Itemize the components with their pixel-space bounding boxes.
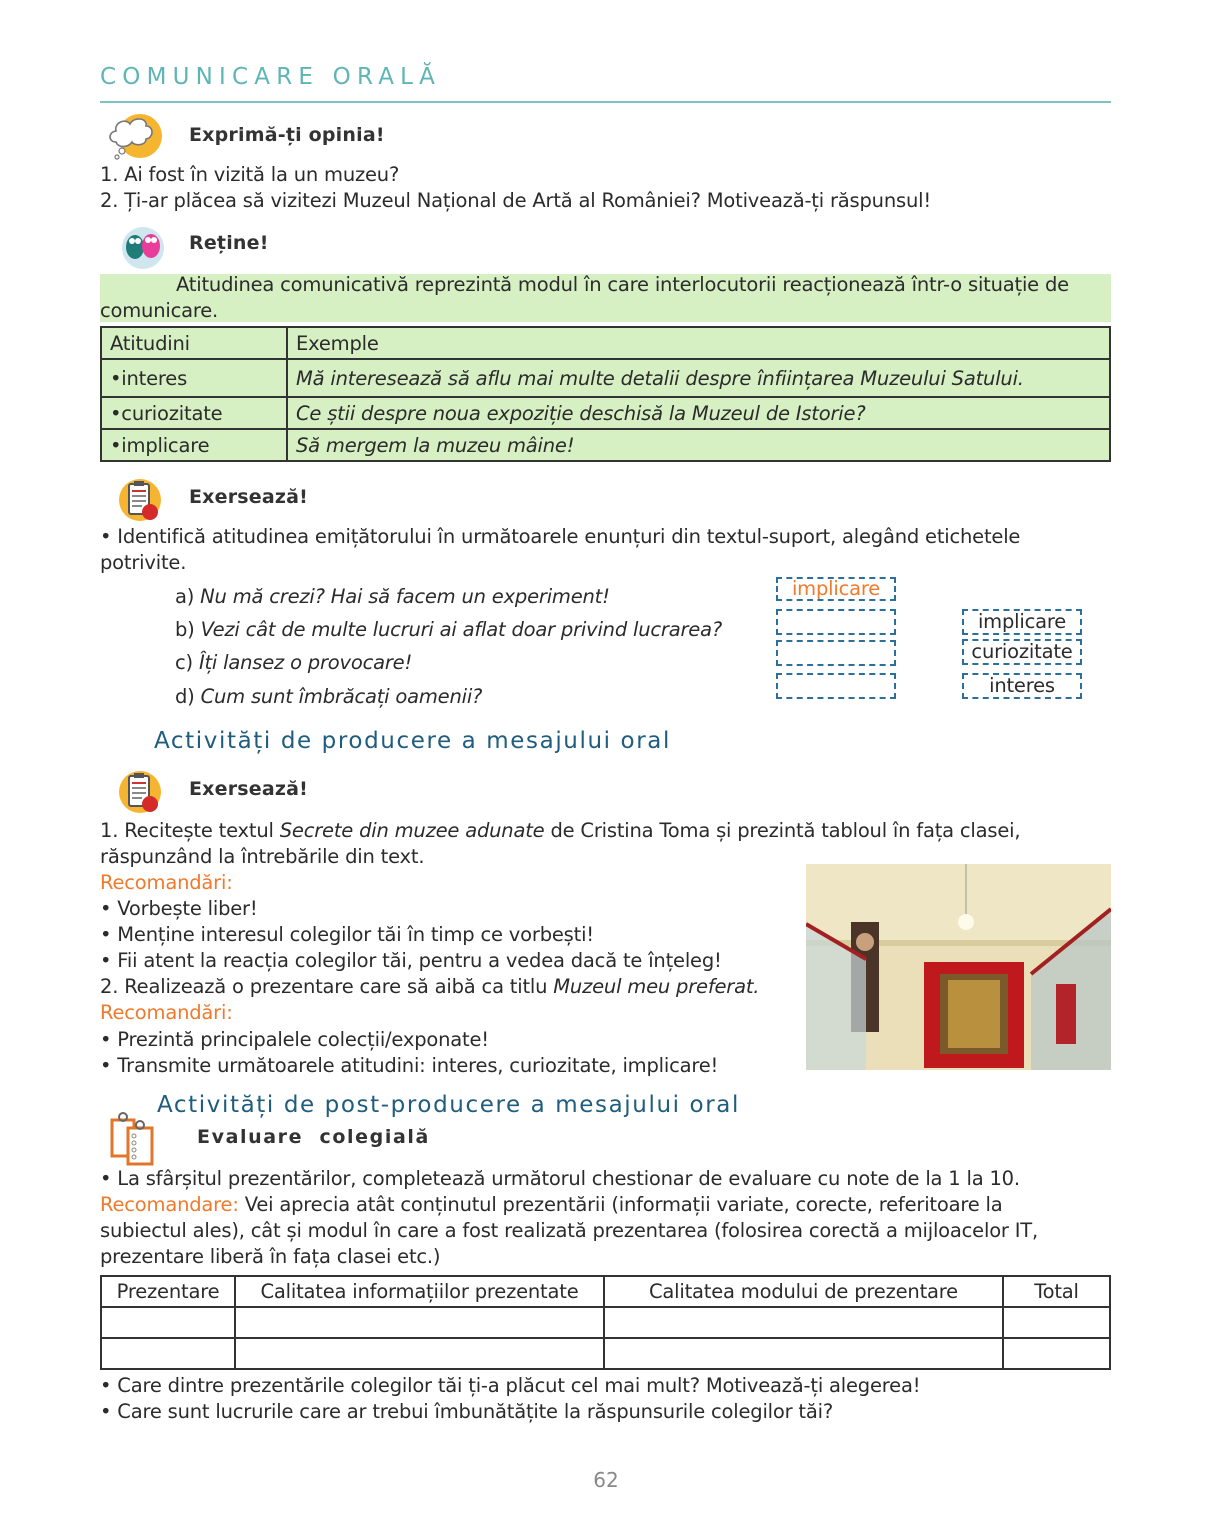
- table-row: [101, 429, 1110, 461]
- recommendation-item: • Fii atent la reacția colegilor tăi, pentru a vedea dacă te înțeleg!: [100, 949, 722, 972]
- exercise-heading: Exersează!: [189, 486, 309, 508]
- opinion-heading: Exprimă-ți opinia!: [189, 124, 385, 146]
- label-option-interes[interactable]: interes: [962, 673, 1082, 699]
- clipboard-apple-icon: [118, 476, 168, 524]
- section-title: COMUNICARE ORALĂ: [100, 64, 442, 90]
- attitudes-table: [100, 326, 1111, 462]
- table-cell[interactable]: [604, 1307, 1003, 1338]
- table-cell[interactable]: [101, 1307, 235, 1338]
- page-number: 62: [593, 1468, 619, 1492]
- table-row: [101, 397, 1110, 429]
- table-cell[interactable]: [235, 1307, 604, 1338]
- exercise-instruction-line1: • Identifică atitudinea emițătorului în următoarele enunțuri din textul-suport, alegând etichetele: [100, 525, 1021, 548]
- column-header-presentation: Prezentare: [101, 1276, 235, 1307]
- attitude-cell: •curiozitate: [101, 397, 287, 429]
- exercise-heading: Exersează!: [189, 778, 309, 800]
- table-cell[interactable]: [604, 1338, 1003, 1369]
- table-cell[interactable]: [235, 1338, 604, 1369]
- attitude-cell: •interes: [101, 359, 287, 397]
- recommendation-line3: prezentare liberă în fața clasei etc.): [100, 1245, 441, 1268]
- exercise-instruction-line2: potrivite.: [100, 551, 187, 574]
- column-header-attitudes: Atitudini: [101, 327, 287, 359]
- table-cell[interactable]: [101, 1338, 235, 1369]
- attitude-cell: •implicare: [101, 429, 287, 461]
- answer-slot-c[interactable]: [776, 640, 896, 666]
- example-cell: Să mergem la muzeu mâine!: [287, 429, 1110, 461]
- production-section-title: Activități de producere a mesajului oral: [154, 728, 671, 754]
- opinion-question-2: 2. Ți-ar plăcea să vizitezi Muzeul Național de Artă al României? Motivează-ți răspunsul!: [100, 189, 931, 212]
- table-cell[interactable]: [1003, 1338, 1110, 1369]
- post-production-section-title: Activități de post-producere a mesajului oral: [157, 1092, 740, 1118]
- evaluation-instruction: • La sfârșitul prezentărilor, completează următorul chestionar de evaluare cu note de la 1 la 10.: [100, 1167, 1020, 1190]
- reflection-question-1: • Care dintre prezentările colegilor tăi ți-a plăcut cel mai mult? Motivează-ți alegerea!: [100, 1374, 921, 1397]
- clipboard-apple-icon: [118, 768, 168, 816]
- table-header-row: [101, 327, 1110, 359]
- recommendation-line2: subiectul ales), cât și modul în care a fost realizată prezentarea (folosirea corectă a mijloacelor IT,: [100, 1219, 1038, 1242]
- table-header-row: [101, 1276, 1110, 1307]
- column-header-delivery-quality: Calitatea modului de prezentare: [604, 1276, 1003, 1307]
- statement-d: d) Cum sunt îmbrăcați oamenii?: [175, 685, 483, 708]
- definition-text-line1: Atitudinea comunicativă reprezintă modul în care interlocutorii reacționează într-o situație de: [176, 273, 1069, 296]
- opinion-question-1: 1. Ai fost în vizită la un muzeu?: [100, 163, 400, 186]
- evaluation-table: [100, 1275, 1111, 1370]
- peer-evaluation-heading: Evaluare colegială: [197, 1126, 430, 1148]
- statement-b: b) Vezi cât de multe lucruri ai aflat doar privind lucrarea?: [175, 618, 722, 641]
- column-header-examples: Exemple: [287, 327, 1110, 359]
- column-header-total: Total: [1003, 1276, 1110, 1307]
- task-2: 2. Realizează o prezentare care să aibă ca titlu Muzeul meu preferat.: [100, 975, 760, 998]
- recommendations-label: Recomandări:: [100, 871, 233, 894]
- table-cell[interactable]: [1003, 1307, 1110, 1338]
- definition-text-line2: comunicare.: [100, 299, 219, 322]
- table-row: [101, 1307, 1110, 1338]
- museum-photo: [806, 864, 1111, 1070]
- label-option-implicare[interactable]: implicare: [962, 609, 1082, 635]
- answer-slot-b[interactable]: [776, 609, 896, 635]
- recommendation-item: • Vorbește liber!: [100, 897, 258, 920]
- statement-c: c) Îți lansez o provocare!: [175, 651, 413, 674]
- example-cell: Mă interesează să aflu mai multe detalii despre înființarea Muzeului Satului.: [287, 359, 1110, 397]
- task-1-line1: 1. Recitește textul Secrete din muzee adunate de Cristina Toma și prezintă tabloul în fața clasei,: [100, 819, 1021, 842]
- reflection-question-2: • Care sunt lucrurile care ar trebui îmbunătățite la răspunsurile colegilor tăi?: [100, 1400, 833, 1423]
- recommendation-item: • Prezintă principalele colecții/exponate!: [100, 1028, 489, 1051]
- statement-a: a) Nu mă crezi? Hai să facem un experiment!: [175, 585, 610, 608]
- header-divider: [100, 101, 1111, 103]
- table-row: [101, 359, 1110, 397]
- recommendation-line1: Recomandare: Vei aprecia atât conținutul prezentării (informații variate, corecte, referitoare la: [100, 1193, 1003, 1216]
- owls-icon: [118, 222, 168, 270]
- recommendation-item: • Transmite următoarele atitudini: interes, curiozitate, implicare!: [100, 1054, 719, 1077]
- example-cell: Ce știi despre noua expoziție deschisă la Muzeul de Istorie?: [287, 397, 1110, 429]
- task-1-line2: răspunzând la întrebările din text.: [100, 845, 425, 868]
- answer-slot-a[interactable]: implicare: [776, 577, 896, 601]
- table-row: [101, 1338, 1110, 1369]
- recommendation-item: • Menține interesul colegilor tăi în timp ce vorbești!: [100, 923, 594, 946]
- answer-slot-d[interactable]: [776, 673, 896, 699]
- clipboards-checklist-icon: [108, 1110, 164, 1168]
- column-header-info-quality: Calitatea informațiilor prezentate: [235, 1276, 604, 1307]
- remember-heading: Reține!: [189, 232, 269, 254]
- label-option-curiozitate[interactable]: curiozitate: [962, 639, 1082, 665]
- recommendations-label: Recomandări:: [100, 1001, 233, 1024]
- thought-bubble-icon: [104, 112, 162, 164]
